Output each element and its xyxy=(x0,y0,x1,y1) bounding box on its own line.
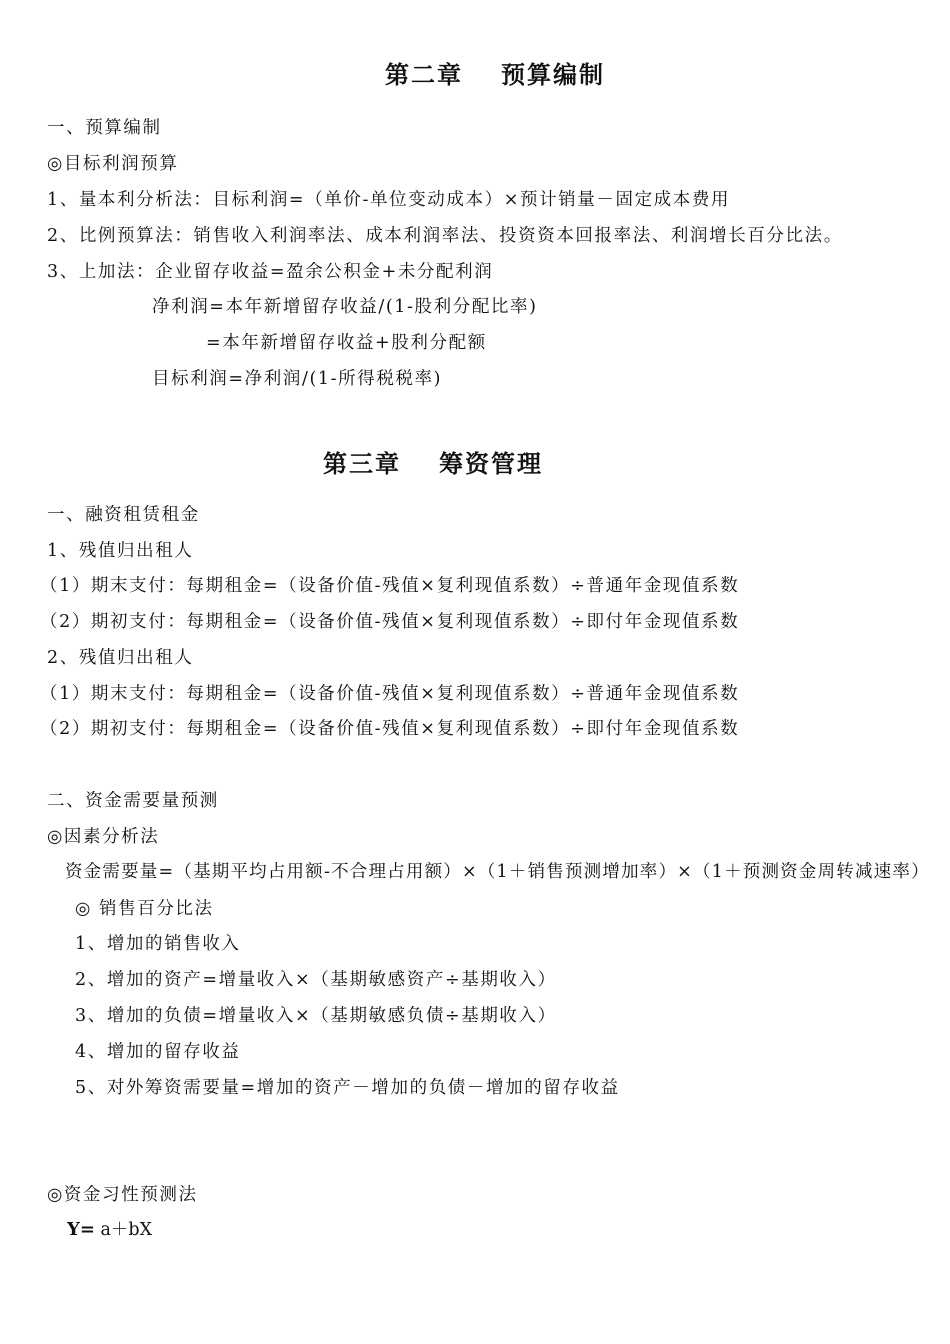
formula-line: 1、增加的销售收入 xyxy=(75,934,241,954)
formula-line: （1）期末支付：每期租金=（设备价值-残值×复利现值系数）÷普通年金现值系数 xyxy=(40,684,740,704)
formula-line: 2、比例预算法：销售收入利润率法、成本利润率法、投资资本回报率法、利润增长百分比法。 xyxy=(47,226,843,246)
formula-line: 净利润=本年新增留存收益/(1-股利分配比率) xyxy=(152,297,538,317)
chapter-2-name: 预算编制 xyxy=(501,60,605,89)
habit-formula-rhs: a＋bX xyxy=(94,1220,153,1240)
chapter-2-number: 第二章 xyxy=(385,60,463,89)
subsection-heading: 1、残值归出租人 xyxy=(47,541,194,561)
formula-line: （2）期初支付：每期租金=（设备价值-残值×复利现值系数）÷即付年金现值系数 xyxy=(40,612,740,632)
chapter-3-number: 第三章 xyxy=(323,449,401,478)
subsection-heading: ◎ 销售百分比法 xyxy=(75,899,214,919)
subsection-heading: ◎资金习性预测法 xyxy=(47,1185,198,1205)
habit-formula xyxy=(67,1218,152,1242)
formula-line: 2、增加的资产=增量收入×（基期敏感资产÷基期收入） xyxy=(75,970,557,990)
formula-line: 资金需要量=（基期平均占用额-不合理占用额）×（1＋销售预测增加率）×（1＋预测资金周转减速率） xyxy=(65,862,930,882)
habit-formula-lhs: Y= xyxy=(67,1219,95,1240)
section-heading: 一、融资租赁租金 xyxy=(47,505,200,525)
formula-line: （1）期末支付：每期租金=（设备价值-残值×复利现值系数）÷普通年金现值系数 xyxy=(40,576,740,596)
formula-line: 1、量本利分析法：目标利润=（单价-单位变动成本）×预计销量－固定成本费用 xyxy=(47,190,731,210)
formula-line: 3、上加法：企业留存收益=盈余公积金+未分配利润 xyxy=(47,262,494,282)
subsection-heading: 2、残值归出租人 xyxy=(47,648,194,668)
formula-line: 3、增加的负债=增量收入×（基期敏感负债÷基期收入） xyxy=(75,1006,557,1026)
formula-line: 4、增加的留存收益 xyxy=(75,1042,241,1062)
formula-line: 目标利润=净利润/(1-所得税税率) xyxy=(152,369,443,389)
subsection-heading: ◎目标利润预算 xyxy=(47,154,179,174)
section-heading: 一、预算编制 xyxy=(47,118,162,138)
formula-line: =本年新增留存收益+股利分配额 xyxy=(206,333,487,353)
chapter-3-title xyxy=(0,449,866,479)
formula-line: 5、对外筹资需要量=增加的资产－增加的负债－增加的留存收益 xyxy=(75,1078,620,1098)
formula-line: （2）期初支付：每期租金=（设备价值-残值×复利现值系数）÷即付年金现值系数 xyxy=(40,719,740,739)
subsection-heading: ◎因素分析法 xyxy=(47,827,160,847)
chapter-3-name: 筹资管理 xyxy=(439,449,543,478)
section-heading: 二、资金需要量预测 xyxy=(47,791,219,811)
chapter-2-title xyxy=(0,60,950,90)
